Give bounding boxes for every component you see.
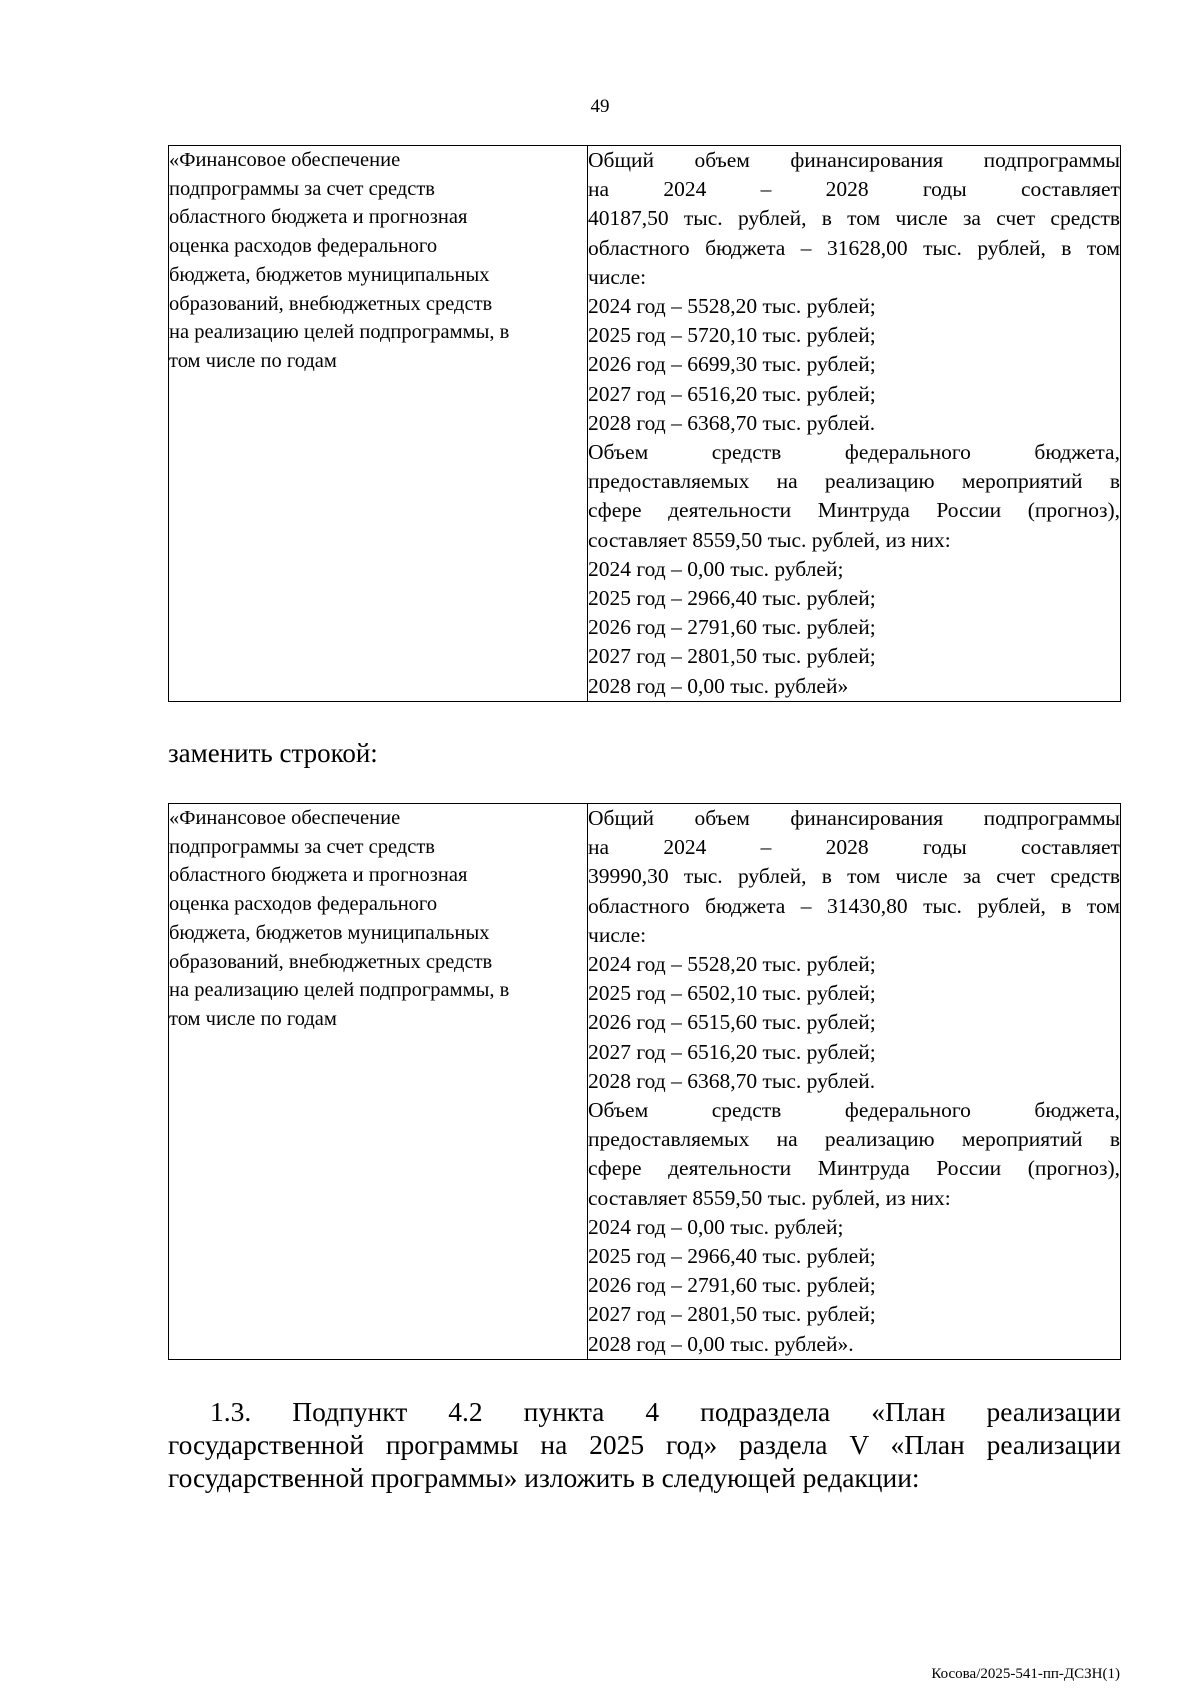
federal-year-line: 2027 год – 2801,50 тыс. рублей;: [588, 644, 876, 669]
word: годы: [922, 177, 967, 202]
word: –: [760, 177, 772, 202]
page-number: 49: [590, 96, 610, 117]
label-line: областного бюджета и прогнозная: [169, 206, 468, 229]
regional-year-line: 2028 год – 6368,70 тыс. рублей.: [588, 1068, 876, 1093]
label-line: «Финансовое обеспечение: [169, 149, 401, 171]
paragraph-line-1: [168, 1395, 1121, 1428]
federal-year-line: 2024 год – 0,00 тыс. рублей;: [588, 556, 844, 581]
word: бюджета,: [1034, 440, 1120, 465]
word: годы: [922, 835, 967, 860]
financing-label-cell: [169, 146, 588, 702]
federal-line-1: [588, 438, 1120, 467]
label-line: образований, внебюджетных средств: [169, 292, 493, 315]
federal-year-line: 2024 год – 0,00 тыс. рублей;: [588, 1214, 844, 1239]
paragraph-line-3: государственной программы» изложить в следующей редакции:: [168, 1462, 920, 1493]
financing-label-cell: [169, 804, 588, 1360]
total-line-1: Общий объем финансирования подпрограммы: [588, 806, 1120, 830]
label-line: бюджета, бюджетов муниципальных: [169, 263, 490, 286]
regional-year-line: 2024 год – 5528,20 тыс. рублей;: [588, 952, 876, 977]
label-line: подпрограммы за счет средств: [169, 177, 435, 200]
word: 2028: [825, 177, 869, 202]
word: бюджета,: [1034, 1098, 1120, 1123]
word: Подпункт: [292, 1396, 408, 1427]
label-line: «Финансовое обеспечение: [169, 807, 401, 829]
label-line: том числе по годам: [169, 349, 337, 372]
document-reference-footer: Косова/2025-541-пп-ДСЗН(1): [931, 1666, 1120, 1682]
word: 4.2: [448, 1396, 483, 1427]
total-line-4: областного бюджета – 31628,00 тыс. рублей, в том: [588, 235, 1120, 260]
total-line-5: числе:: [588, 264, 647, 289]
total-line-5: числе:: [588, 922, 647, 947]
word: на: [588, 177, 610, 202]
word: 2024: [663, 177, 707, 202]
total-line-3: 40187,50 тыс. рублей, в том числе за счет средств: [588, 206, 1120, 231]
word: средств: [711, 1098, 782, 1123]
regional-year-line: 2024 год – 5528,20 тыс. рублей;: [588, 294, 876, 319]
word: подраздела: [700, 1396, 831, 1427]
replace-instruction: заменить строкой:: [168, 738, 378, 768]
label-line: подпрограммы за счет средств: [169, 835, 435, 858]
word: Объем: [588, 1098, 649, 1123]
word: на: [588, 835, 610, 860]
federal-line-2: предоставляемых на реализацию мероприятий в: [588, 1127, 1120, 1152]
word: составляет: [1020, 835, 1120, 860]
label-line: образований, внебюджетных средств: [169, 950, 493, 973]
word: пункта: [523, 1396, 605, 1427]
label-line: на реализацию целей подпрограммы, в: [169, 979, 510, 1002]
regional-year-line: 2027 год – 6516,20 тыс. рублей;: [588, 381, 876, 406]
federal-line-2: предоставляемых на реализацию мероприятий в: [588, 469, 1120, 494]
federal-line-3: сфере деятельности Минтруда России (прогноз),: [588, 1156, 1120, 1181]
federal-year-line: 2025 год – 2966,40 тыс. рублей;: [588, 1244, 876, 1269]
old-financing-table: [168, 145, 1121, 702]
regional-year-line: 2026 год – 6515,60 тыс. рублей;: [588, 1010, 876, 1035]
federal-year-line: 2025 год – 2966,40 тыс. рублей;: [588, 586, 876, 611]
federal-line-3: сфере деятельности Минтруда России (прогноз),: [588, 498, 1120, 523]
regional-year-line: 2025 год – 5720,10 тыс. рублей;: [588, 323, 876, 348]
word: 2024: [663, 835, 707, 860]
label-line: бюджета, бюджетов муниципальных: [169, 921, 490, 944]
label-line: оценка расходов федерального: [169, 893, 438, 916]
word: федерального: [844, 1098, 971, 1123]
federal-year-line: 2026 год – 2791,60 тыс. рублей;: [588, 1273, 876, 1298]
total-line-4: областного бюджета – 31430,80 тыс. рублей, в том: [588, 893, 1120, 918]
word: федерального: [844, 440, 971, 465]
federal-year-line: 2027 год – 2801,50 тыс. рублей;: [588, 1302, 876, 1327]
word: Объем: [588, 440, 649, 465]
regional-year-line: 2026 год – 6699,30 тыс. рублей;: [588, 352, 876, 377]
paragraph-line-2: государственной программы на 2025 год» раздела V «План реализации: [168, 1429, 1121, 1460]
word: средств: [711, 440, 782, 465]
label-line: на реализацию целей подпрограммы, в: [169, 321, 510, 344]
word: составляет: [1020, 177, 1120, 202]
table-row: [169, 804, 1121, 1360]
word: «План: [871, 1396, 946, 1427]
federal-year-line: 2026 год – 2791,60 тыс. рублей;: [588, 615, 876, 640]
word: 1.3.: [210, 1396, 252, 1427]
word: 2028: [825, 835, 869, 860]
new-financing-table: [168, 803, 1121, 1360]
table-row: [169, 146, 1121, 702]
regional-year-line: 2027 год – 6516,20 тыс. рублей;: [588, 1039, 876, 1064]
total-line-3: 39990,30 тыс. рублей, в том числе за счет средств: [588, 864, 1120, 889]
federal-year-line: 2028 год – 0,00 тыс. рублей»: [588, 673, 849, 698]
label-line: том числе по годам: [169, 1007, 337, 1030]
federal-line-4: составляет 8559,50 тыс. рублей, из них:: [588, 1185, 951, 1210]
financing-value-cell: [588, 146, 1121, 702]
total-line-2: [588, 833, 1120, 862]
label-line: оценка расходов федерального: [169, 235, 438, 258]
federal-line-1: [588, 1096, 1120, 1125]
word: 4: [645, 1396, 660, 1427]
total-line-2: [588, 175, 1120, 204]
regional-year-line: 2028 год – 6368,70 тыс. рублей.: [588, 410, 876, 435]
section-paragraph: [168, 1395, 1121, 1494]
federal-line-4: составляет 8559,50 тыс. рублей, из них:: [588, 527, 951, 552]
word: –: [760, 835, 772, 860]
regional-year-line: 2025 год – 6502,10 тыс. рублей;: [588, 981, 876, 1006]
total-line-1: Общий объем финансирования подпрограммы: [588, 148, 1120, 172]
financing-value-cell: [588, 804, 1121, 1360]
federal-year-line: 2028 год – 0,00 тыс. рублей».: [588, 1331, 854, 1356]
label-line: областного бюджета и прогнозная: [169, 864, 468, 887]
word: реализации: [986, 1396, 1121, 1427]
